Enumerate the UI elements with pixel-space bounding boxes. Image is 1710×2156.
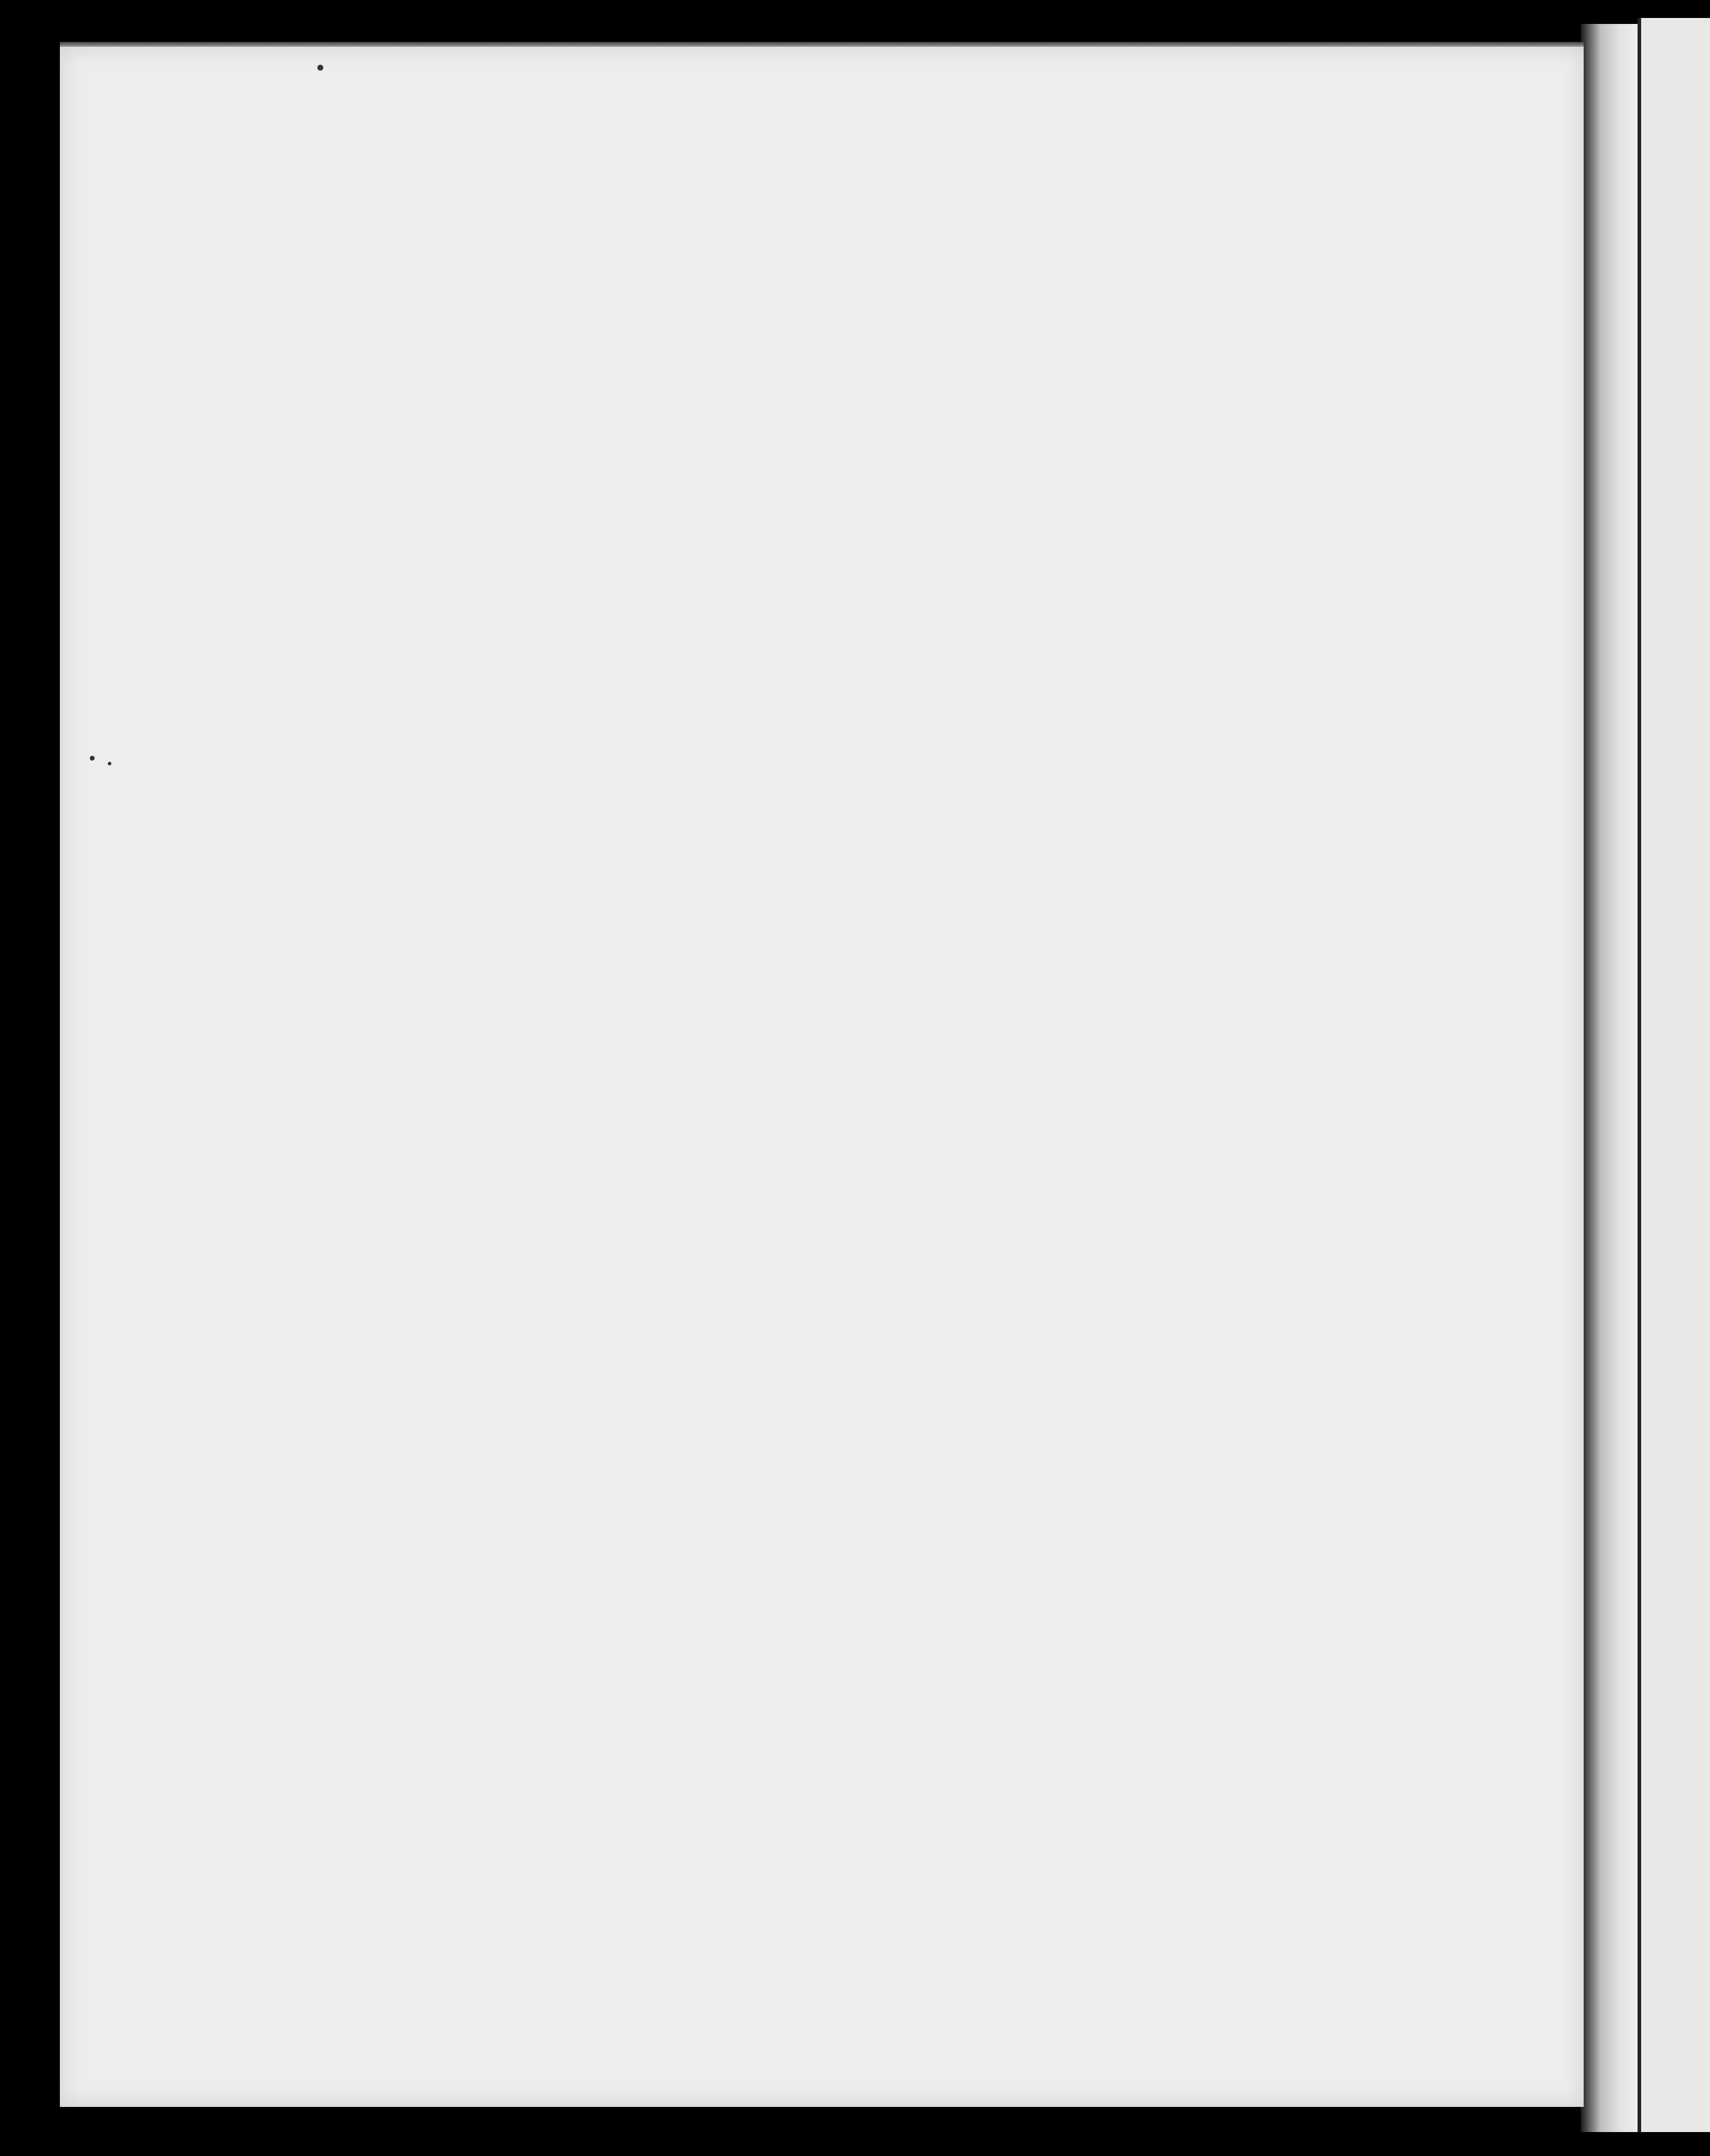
book-binding: [1581, 24, 1647, 2132]
adjacent-page-edge: [1638, 18, 1710, 2132]
scan-speck: [317, 65, 323, 71]
document-page: [60, 47, 1584, 2107]
scan-speck: [108, 762, 111, 765]
scan-speck: [90, 756, 95, 761]
